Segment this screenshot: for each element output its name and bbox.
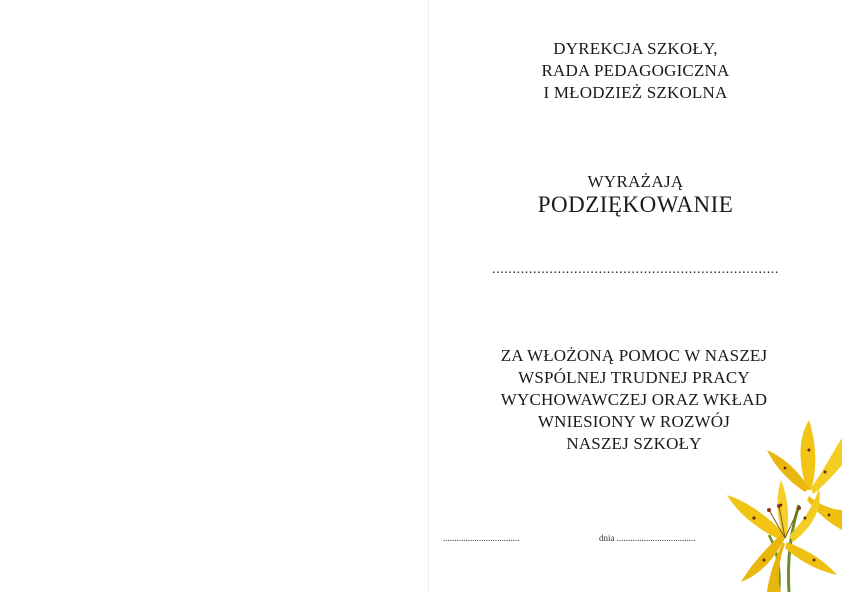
yellow-lily-icon (719, 410, 842, 592)
reason-line-1: ZA WŁOŻONĄ POMOC W NASZEJ (500, 346, 768, 365)
place-dotted-line: .................................. (443, 533, 520, 543)
card-title: PODZIĘKOWANIE (537, 192, 734, 217)
reason-line-2: WSPÓLNEJ TRUDNEJ PRACY (518, 368, 750, 387)
recipient-dotted-line: ...................................................................... (492, 262, 779, 277)
date-dotted-line: dnia ................................... (599, 533, 696, 543)
sender-line-2: RADA PEDAGOGICZNA (541, 61, 730, 80)
reason-line-3: WYCHOWAWCZEJ ORAZ WKŁAD (500, 390, 768, 409)
senders-block (429, 38, 842, 104)
reason-line-4: WNIESIONY W ROZWÓJ (537, 412, 731, 431)
verb-text: WYRAŻAJĄ (587, 172, 684, 191)
sender-line-1: DYREKCJA SZKOŁY, (553, 39, 718, 58)
right-page (429, 0, 842, 592)
sender-line-3: I MŁODZIEŻ SZKOLNA (543, 83, 728, 102)
reason-line-5: NASZEJ SZKOŁY (566, 434, 702, 453)
